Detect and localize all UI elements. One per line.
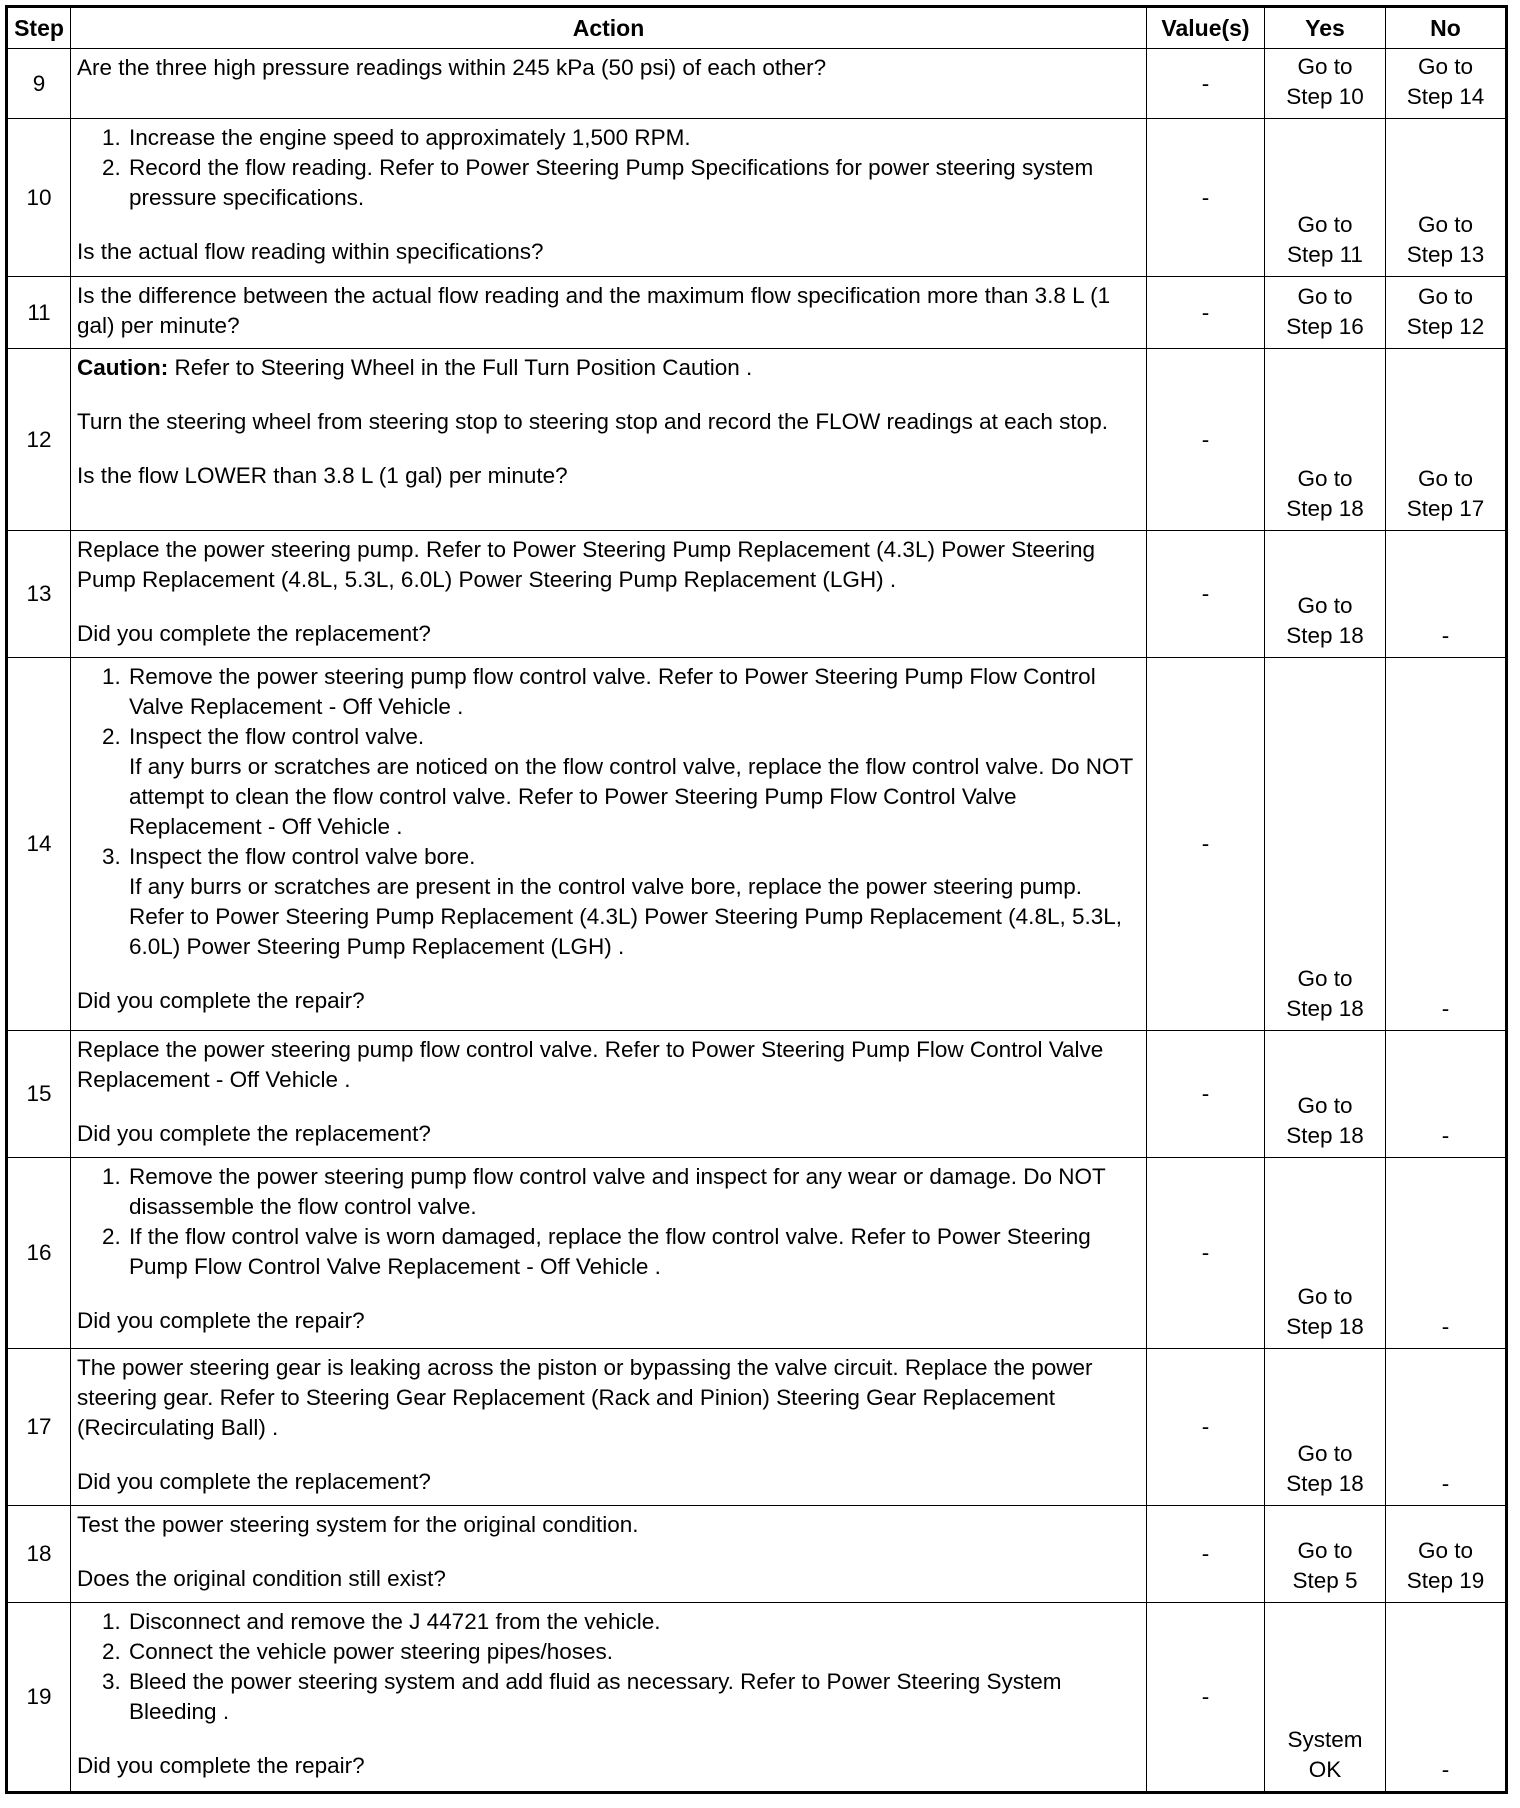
yes-cell — [1265, 658, 1386, 1031]
procedure-list — [77, 123, 1138, 213]
no-outcome-text: Go to — [1417, 284, 1474, 309]
action-cell — [71, 531, 1147, 658]
no-cell — [1386, 531, 1507, 658]
action-text: Did you complete the repair? — [77, 1753, 365, 1778]
yes-outcome-text: Step 18 — [1286, 1123, 1364, 1148]
action-cell — [71, 1506, 1147, 1603]
no-outcome-text: - — [1441, 1314, 1450, 1339]
yes-outcome-text: Go to — [1297, 1093, 1353, 1118]
yes-outcome-text: Step 18 — [1286, 623, 1364, 648]
no-outcome-text: Step 14 — [1406, 84, 1485, 109]
action-text: Did you complete the repair? — [77, 1308, 365, 1333]
yes-outcome-text: OK — [1308, 1757, 1342, 1782]
action-text: Did you complete the replacement? — [77, 1469, 431, 1494]
yes-cell — [1265, 1031, 1386, 1158]
header-values: Value(s) — [1147, 7, 1265, 49]
action-cell — [71, 349, 1147, 531]
paragraph-gap — [77, 383, 1138, 407]
no-cell — [1386, 658, 1507, 1031]
yes-outcome-text: Go to — [1297, 966, 1353, 991]
action-text: The power steering gear is leaking across the piston or bypassing the valve circuit. Replace the power steering gear. Refer to Steering Gear Replacement (Rack and Pinion) Steering Gear Replacement (Recirculating Ball) . — [77, 1355, 1099, 1440]
yes-outcome-text: Go to — [1297, 54, 1353, 79]
yes-outcome-text: Go to — [1297, 1538, 1353, 1563]
procedure-step — [127, 1607, 1138, 1637]
paragraph-gap — [77, 1095, 1138, 1119]
step-number: 10 — [7, 119, 71, 277]
action-cell — [71, 277, 1147, 349]
action-text: Did you complete the repair? — [77, 988, 365, 1013]
no-outcome-text: - — [1441, 1471, 1450, 1496]
procedure-step-text: Inspect the flow control valve. — [129, 724, 425, 749]
action-cell — [71, 1349, 1147, 1506]
step-number: 17 — [7, 1349, 71, 1506]
value-cell: - — [1147, 658, 1265, 1031]
procedure-step-text: Record the flow reading. Refer to Power Steering Pump Specifications for power steering system pressure specifications. — [129, 155, 1094, 210]
header-no: No — [1386, 7, 1507, 49]
procedure-step-text: Connect the vehicle power steering pipes/hoses. — [129, 1639, 614, 1664]
no-outcome-text: Go to — [1417, 212, 1474, 237]
yes-outcome-text: Step 11 — [1287, 242, 1363, 267]
value-cell: - — [1147, 1506, 1265, 1603]
step-number: 9 — [7, 49, 71, 119]
paragraph-gap — [77, 1443, 1138, 1467]
no-cell — [1386, 1603, 1507, 1793]
procedure-step — [127, 153, 1138, 213]
table-row — [7, 349, 1507, 531]
procedure-list — [77, 1607, 1138, 1727]
table-row — [7, 1349, 1507, 1506]
header-yes: Yes — [1265, 7, 1386, 49]
action-text: Are the three high pressure readings within 245 kPa (50 psi) of each other? — [77, 55, 827, 80]
no-outcome-text: Go to — [1417, 466, 1474, 491]
action-cell — [71, 1158, 1147, 1349]
header-step: Step — [7, 7, 71, 49]
table-row — [7, 531, 1507, 658]
procedure-step-text: Bleed the power steering system and add fluid as necessary. Refer to Power Steering System Bleeding . — [129, 1669, 1062, 1724]
yes-outcome-text: Step 18 — [1286, 496, 1364, 521]
no-cell — [1386, 1158, 1507, 1349]
no-outcome-text: - — [1441, 623, 1450, 648]
step-number: 18 — [7, 1506, 71, 1603]
yes-cell — [1265, 49, 1386, 119]
procedure-step-detail: If any burrs or scratches are noticed on the flow control valve, replace the flow control valve. Do NOT attempt to clean the flow control valve. Refer to Power Steering Pump Flow Control Valve Replacement - Off Vehicle . — [129, 754, 1133, 839]
yes-cell — [1265, 1603, 1386, 1793]
procedure-step-text: Remove the power steering pump flow control valve and inspect for any wear or damage. Do NOT disassemble the flow control valve. — [129, 1164, 1106, 1219]
yes-outcome-text: Go to — [1297, 466, 1353, 491]
no-cell — [1386, 1506, 1507, 1603]
no-outcome-text: Step 19 — [1406, 1568, 1485, 1593]
procedure-step-text: Increase the engine speed to approximately 1,500 RPM. — [129, 125, 691, 150]
step-number: 11 — [7, 277, 71, 349]
yes-cell — [1265, 531, 1386, 658]
action-cell — [71, 1603, 1147, 1793]
yes-outcome-text: Go to — [1297, 1441, 1353, 1466]
yes-outcome-text: Step 16 — [1286, 314, 1364, 339]
action-cell — [71, 1031, 1147, 1158]
no-outcome-text: - — [1441, 1123, 1450, 1148]
paragraph-gap — [77, 437, 1138, 461]
yes-cell — [1265, 1349, 1386, 1506]
procedure-list — [77, 662, 1138, 962]
no-cell — [1386, 277, 1507, 349]
yes-outcome-text: Step 18 — [1286, 1471, 1364, 1496]
paragraph-gap — [77, 962, 1138, 986]
procedure-step — [127, 1162, 1138, 1222]
value-cell: - — [1147, 531, 1265, 658]
diagnostic-table — [5, 5, 1508, 1794]
no-cell — [1386, 1349, 1507, 1506]
action-cell — [71, 119, 1147, 277]
table-body — [7, 49, 1507, 1793]
yes-outcome-text: Step 18 — [1286, 996, 1364, 1021]
table-row — [7, 1506, 1507, 1603]
action-cell — [71, 49, 1147, 119]
no-outcome-text: Go to — [1417, 54, 1474, 79]
value-cell: - — [1147, 1603, 1265, 1793]
no-outcome-text: Step 13 — [1406, 242, 1485, 267]
procedure-step — [127, 1222, 1138, 1282]
procedure-step-text: Inspect the flow control valve bore. — [129, 844, 476, 869]
no-outcome-text: Go to — [1417, 1538, 1474, 1563]
step-number: 15 — [7, 1031, 71, 1158]
action-text: Did you complete the replacement? — [77, 621, 431, 646]
yes-outcome-text: Go to — [1297, 1284, 1353, 1309]
action-text: Turn the steering wheel from steering stop to steering stop and record the FLOW readings at each stop. — [77, 409, 1108, 434]
value-cell: - — [1147, 1031, 1265, 1158]
yes-cell — [1265, 1506, 1386, 1603]
procedure-step — [127, 1637, 1138, 1667]
no-cell — [1386, 1031, 1507, 1158]
yes-cell — [1265, 277, 1386, 349]
yes-outcome-text: Step 10 — [1286, 84, 1364, 109]
no-cell — [1386, 349, 1507, 531]
table-header-row — [7, 7, 1507, 49]
action-text: Test the power steering system for the original condition. — [77, 1512, 639, 1537]
action-text: Is the actual flow reading within specifications? — [77, 239, 544, 264]
no-outcome-text: Step 17 — [1406, 496, 1485, 521]
diagnostic-document — [5, 5, 1505, 1794]
action-text: Did you complete the replacement? — [77, 1121, 431, 1146]
action-text: Is the difference between the actual flow reading and the maximum flow specification more than 3.8 L (1 gal) per minute? — [77, 283, 1117, 338]
value-cell: - — [1147, 277, 1265, 349]
table-row — [7, 1158, 1507, 1349]
procedure-step-text: If the flow control valve is worn damaged, replace the flow control valve. Refer to Power Steering Pump Flow Control Valve Replacement - Off Vehicle . — [129, 1224, 1091, 1279]
action-text: Does the original condition still exist? — [77, 1566, 446, 1591]
caution-note — [77, 353, 1138, 383]
yes-outcome-text: Go to — [1297, 593, 1353, 618]
value-cell: - — [1147, 119, 1265, 277]
paragraph-gap — [77, 1727, 1138, 1751]
paragraph-gap — [77, 595, 1138, 619]
step-number: 19 — [7, 1603, 71, 1793]
value-cell: - — [1147, 1349, 1265, 1506]
no-outcome-text: - — [1441, 996, 1450, 1021]
yes-outcome-text: Go to — [1297, 212, 1353, 237]
procedure-step — [127, 1667, 1138, 1727]
procedure-step — [127, 123, 1138, 153]
step-number: 13 — [7, 531, 71, 658]
header-action: Action — [71, 7, 1147, 49]
action-cell — [71, 658, 1147, 1031]
table-row — [7, 658, 1507, 1031]
table-row — [7, 1603, 1507, 1793]
step-number: 12 — [7, 349, 71, 531]
paragraph-gap — [77, 213, 1138, 237]
action-text: Replace the power steering pump. Refer to Power Steering Pump Replacement (4.3L) Power Steering Pump Replacement (4.8L, 5.3L, 6.0L) Power Steering Pump Replacement (LGH) . — [77, 537, 1102, 592]
value-cell: - — [1147, 349, 1265, 531]
table-row — [7, 277, 1507, 349]
yes-cell — [1265, 349, 1386, 531]
procedure-step-text: Remove the power steering pump flow control valve. Refer to Power Steering Pump Flow Control Valve Replacement - Off Vehicle . — [129, 664, 1096, 719]
no-cell — [1386, 49, 1507, 119]
action-text: Is the flow LOWER than 3.8 L (1 gal) per minute? — [77, 463, 568, 488]
procedure-step — [127, 662, 1138, 722]
table-row — [7, 1031, 1507, 1158]
yes-cell — [1265, 1158, 1386, 1349]
no-outcome-text: Step 12 — [1406, 314, 1485, 339]
yes-outcome-text: System — [1287, 1727, 1363, 1752]
procedure-step-detail: If any burrs or scratches are present in the control valve bore, replace the power steering pump. Refer to Power Steering Pump Replacement (4.3L) Power Steering Pump Replacement (4.8L, 5.3L, 6.0L) Power Steering Pump Replacement (LGH) . — [129, 874, 1123, 959]
table-row — [7, 119, 1507, 277]
yes-outcome-text: Step 18 — [1286, 1314, 1364, 1339]
caution-label: Caution: — [77, 355, 169, 380]
action-text: Replace the power steering pump flow control valve. Refer to Power Steering Pump Flow Control Valve Replacement - Off Vehicle . — [77, 1037, 1110, 1092]
paragraph-gap — [77, 1282, 1138, 1306]
step-number: 16 — [7, 1158, 71, 1349]
paragraph-gap — [77, 1540, 1138, 1564]
procedure-list — [77, 1162, 1138, 1282]
procedure-step — [127, 722, 1138, 842]
yes-outcome-text: Step 5 — [1292, 1568, 1358, 1593]
yes-outcome-text: Go to — [1297, 284, 1353, 309]
procedure-step — [127, 842, 1138, 962]
no-outcome-text: - — [1441, 1757, 1450, 1782]
no-cell — [1386, 119, 1507, 277]
value-cell: - — [1147, 1158, 1265, 1349]
value-cell: - — [1147, 49, 1265, 119]
procedure-step-text: Disconnect and remove the J 44721 from the vehicle. — [129, 1609, 661, 1634]
caution-link-text: Refer to Steering Wheel in the Full Turn Position Caution . — [168, 355, 753, 380]
yes-cell — [1265, 119, 1386, 277]
step-number: 14 — [7, 658, 71, 1031]
table-row — [7, 49, 1507, 119]
